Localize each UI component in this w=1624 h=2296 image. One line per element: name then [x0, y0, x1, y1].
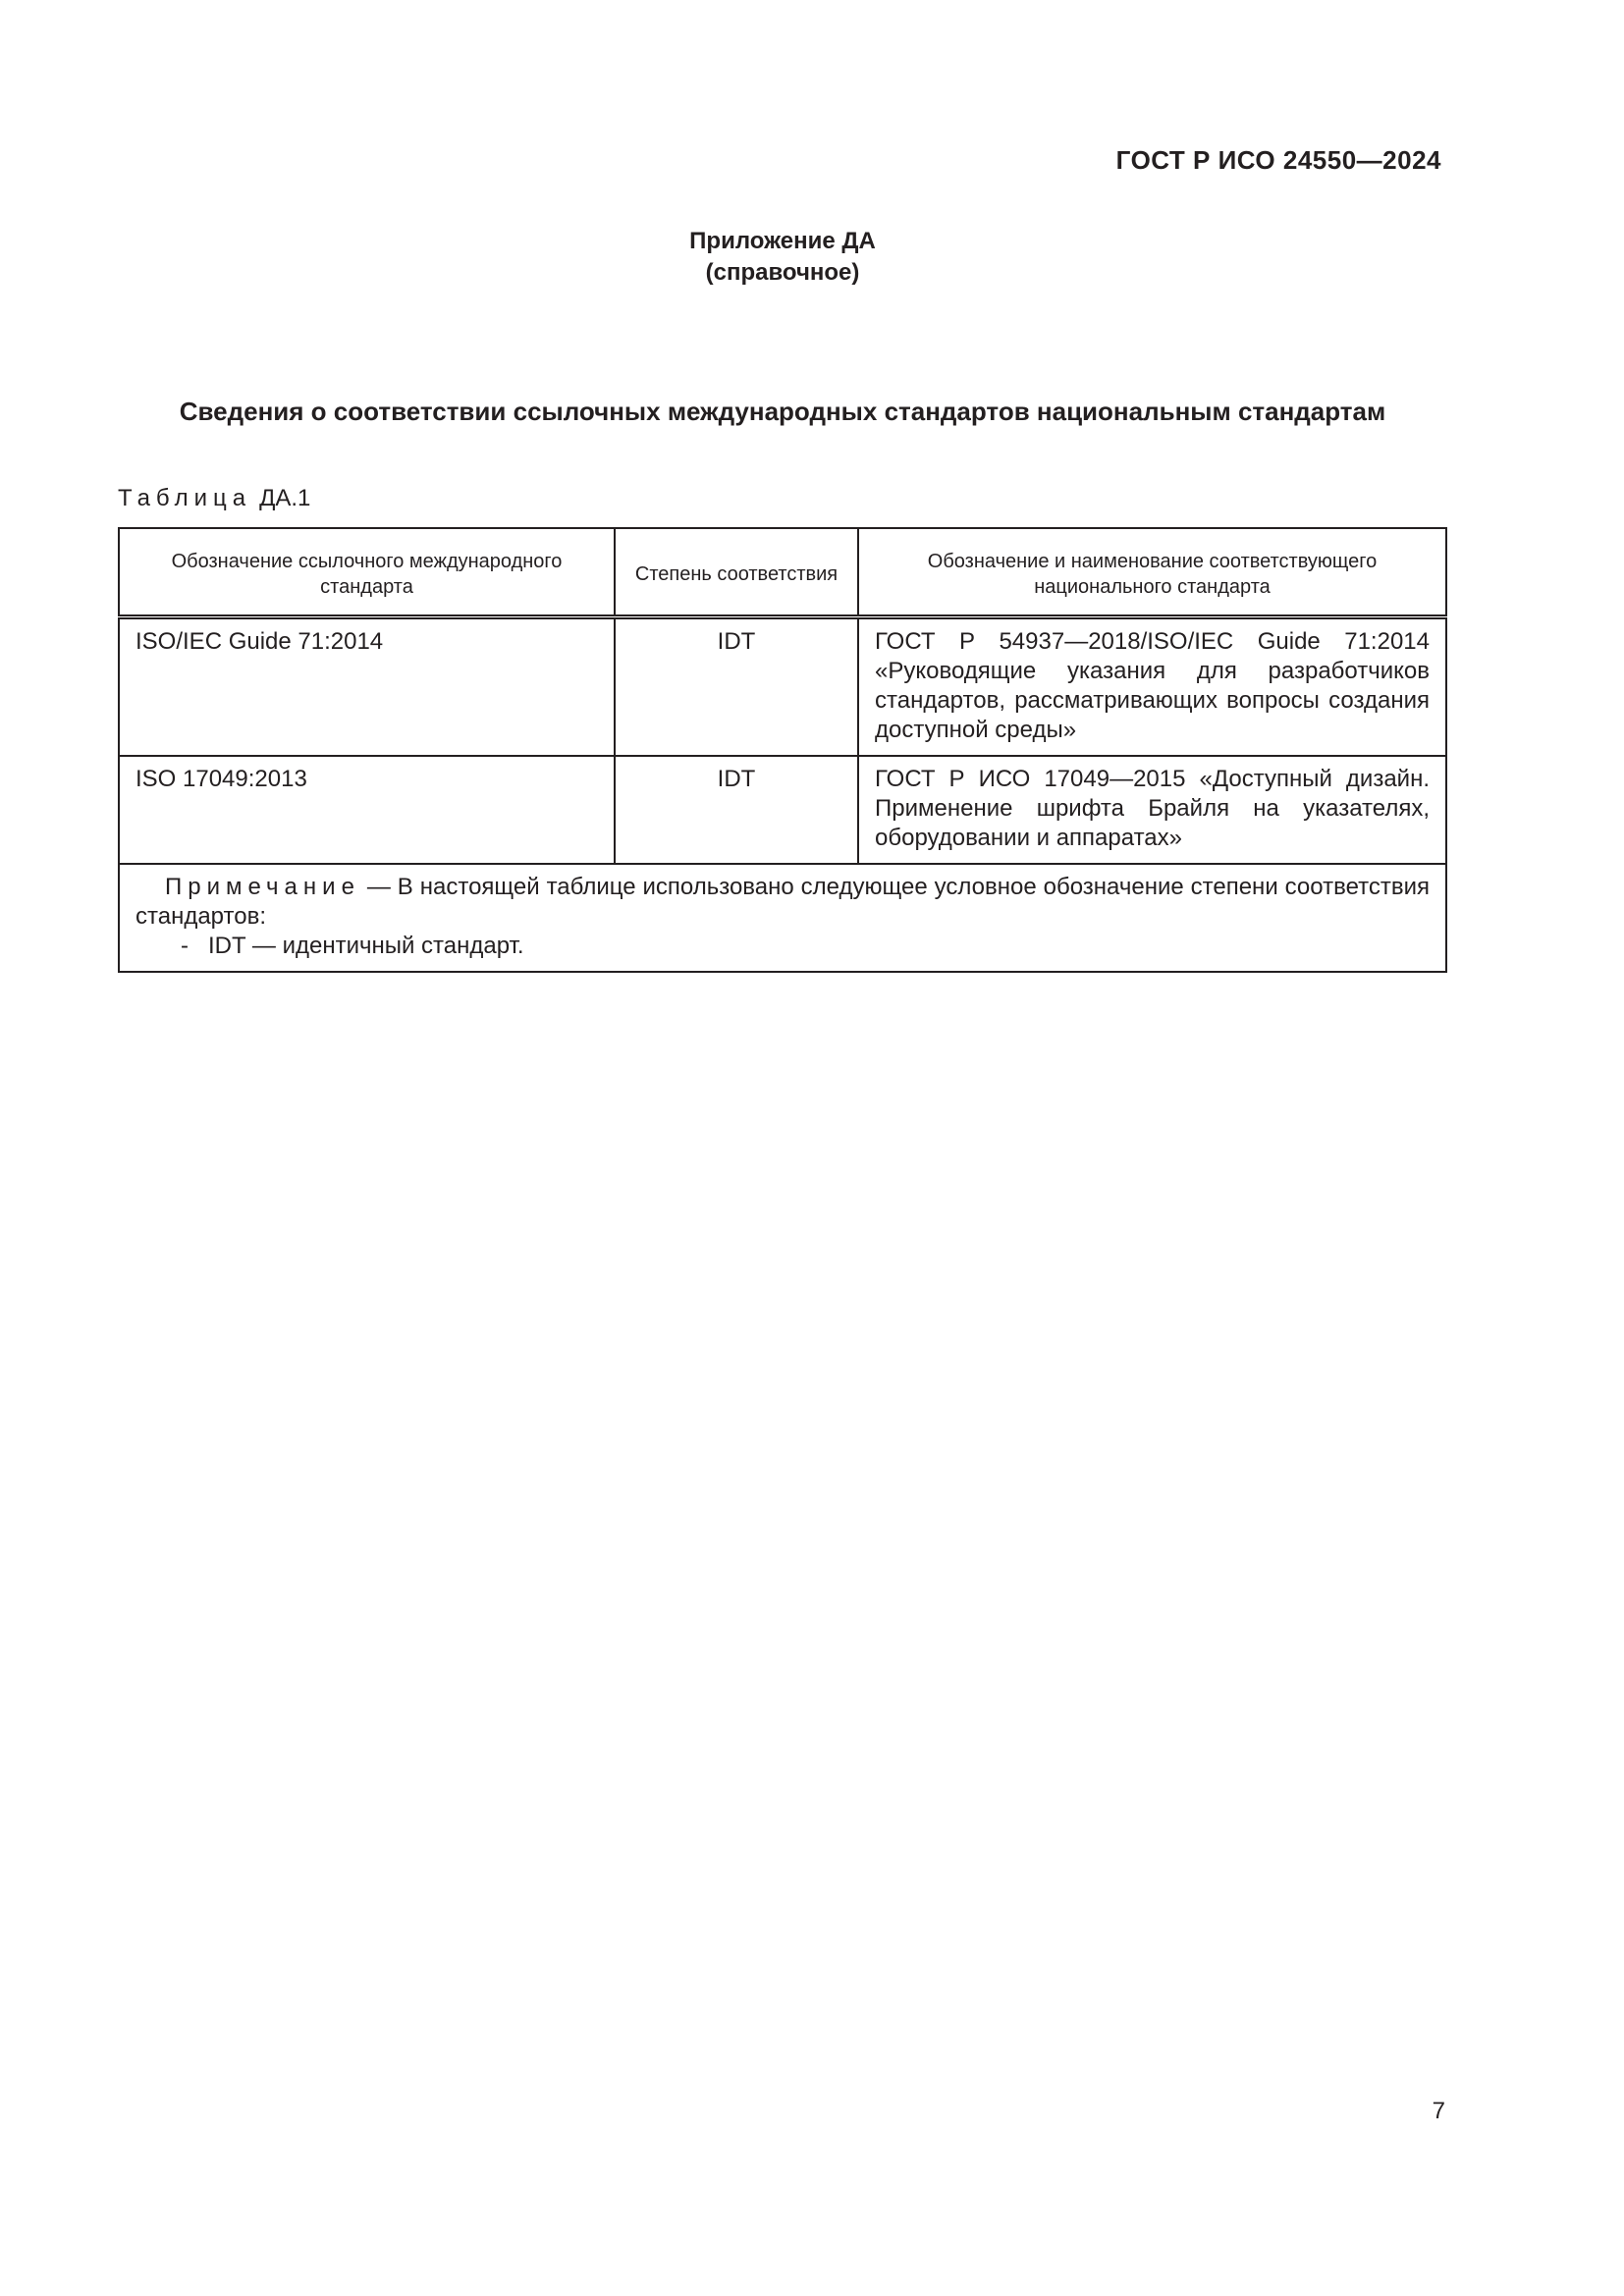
page-number: 7 — [1432, 2098, 1445, 2124]
cell-national-standard: ГОСТ Р ИСО 17049—2015 «Доступный дизайн. Применение шрифта Брайля на указателях, оборудовании и аппаратах» — [858, 756, 1446, 864]
annex-title: Приложение ДА — [689, 228, 876, 254]
annex-status: (справочное) — [705, 259, 860, 286]
note-text: — В настоящей таблице использовано следующее условное обозначение степени соответствия стандартов: — [135, 874, 1430, 930]
table-caption-word: Таблица — [118, 485, 252, 511]
table-caption-number: ДА.1 — [259, 485, 311, 511]
note-item-text: IDT — идентичный стандарт. — [208, 933, 524, 959]
cell-degree: IDT — [615, 617, 858, 757]
table-note-row — [119, 864, 1446, 972]
header-national-standard: Обозначение и наименование соответствующего национального стандарта — [858, 528, 1446, 617]
document-header-id: ГОСТ Р ИСО 24550—2024 — [1115, 145, 1441, 175]
cell-national-standard: ГОСТ Р 54937—2018/ISO/IEC Guide 71:2014 «Руководящие указания для разработчиков стандартов, рассматривающих вопросы создания доступной среды» — [858, 617, 1446, 757]
table-row — [119, 756, 1446, 864]
note-list-item — [181, 932, 1430, 961]
cell-intl-standard: ISO/IEC Guide 71:2014 — [119, 617, 615, 757]
standards-correspondence-table — [118, 527, 1447, 973]
header-intl-standard: Обозначение ссылочного международного стандарта — [119, 528, 615, 617]
note-paragraph — [135, 873, 1430, 932]
header-degree: Степень соответствия — [615, 528, 858, 617]
note-label: Примечание — [165, 874, 360, 900]
table-header-row — [119, 528, 1446, 617]
cell-degree: IDT — [615, 756, 858, 864]
annex-heading — [0, 226, 1565, 289]
table-note — [119, 864, 1446, 972]
table-row — [119, 617, 1446, 757]
section-title: Сведения о соответствии ссылочных международных стандартов национальным стандартам — [179, 397, 1386, 426]
cell-intl-standard: ISO 17049:2013 — [119, 756, 615, 864]
note-item-dash: - — [181, 933, 189, 959]
table-caption — [118, 485, 310, 512]
